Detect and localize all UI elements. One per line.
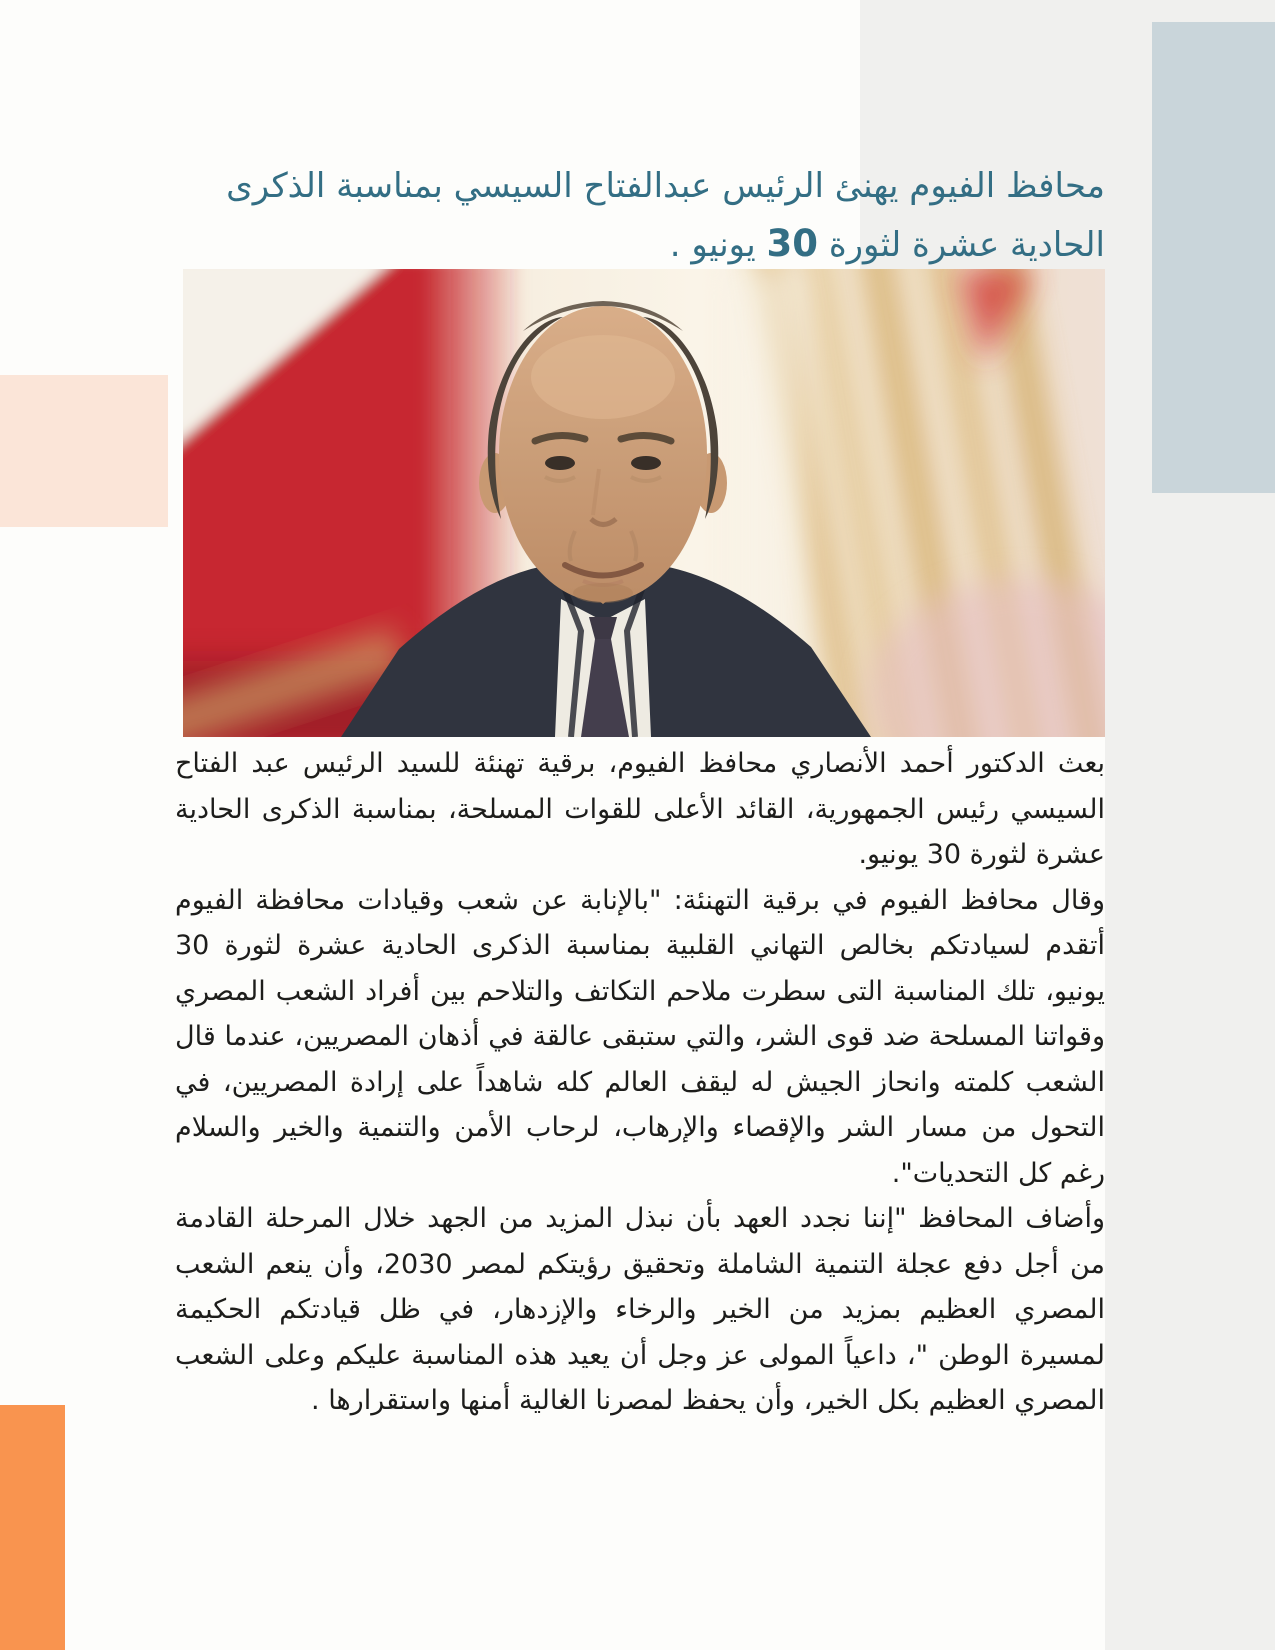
president-portrait-image: [183, 269, 1105, 737]
title-line-1: محافظ الفيوم يهنئ الرئيس عبدالفتاح السيسي بمناسبة الذكرى: [226, 166, 1105, 206]
title-line-2-text: الحادية عشرة لثورة: [818, 225, 1105, 265]
paragraph-1: بعث الدكتور أحمد الأنصاري محافظ الفيوم، برقية تهنئة للسيد الرئيس عبد الفتاح السيسي رئيس الجمهورية، القائد الأعلى للقوات المسلحة، بمناسبة الذكرى الحادية عشرة لثورة 30 يونيو.: [175, 748, 1105, 870]
article-body: [175, 741, 1105, 1424]
president-photo: [183, 269, 1105, 737]
article-title: [170, 158, 1105, 274]
deco-peach-rectangle: [0, 375, 168, 527]
title-line-2: [170, 215, 1105, 274]
title-line-2-tail: يونيو .: [669, 225, 767, 265]
title-line-2-number: 30: [766, 222, 819, 265]
deco-blue-rectangle: [1152, 22, 1275, 493]
paragraph-2: وقال محافظ الفيوم في برقية التهنئة: "بالإنابة عن شعب وقيادات محافظة الفيوم أتقدم لسيادتكم بخالص التهاني القلبية بمناسبة الذكرى الحادية عشرة لثورة 30 يونيو، تلك المناسبة التى سطرت ملاحم التكاتف والتلاحم بين أفراد الشعب المصري وقواتنا المسلحة ضد قوى الشر، والتي ستبقى عالقة في أذهان المصريين، عندما قال الشعب كلمته وانحاز الجيش له ليقف العالم كله شاهداً على إرادة المصريين، في التحول من مسار الشر والإقصاء والإرهاب، لرحاب الأمن والتنمية والخير والسلام رغم كل التحديات".: [175, 884, 1105, 1189]
deco-orange-rectangle: [0, 1405, 65, 1650]
paragraph-3: وأضاف المحافظ "إننا نجدد العهد بأن نبذل المزيد من الجهد خلال المرحلة القادمة من أجل دفع عجلة التنمية الشاملة وتحقيق رؤيتكم لمصر 2030، وأن ينعم الشعب المصري العظيم بمزيد من الخير والرخاء والإزدهار، في ظل قيادتكم الحكيمة لمسيرة الوطن "، داعياً المولى عز وجل أن يعيد هذه المناسبة عليكم وعلى الشعب المصري العظيم بكل الخير، وأن يحفظ لمصرنا الغالية أمنها واستقرارها .: [175, 1203, 1105, 1416]
